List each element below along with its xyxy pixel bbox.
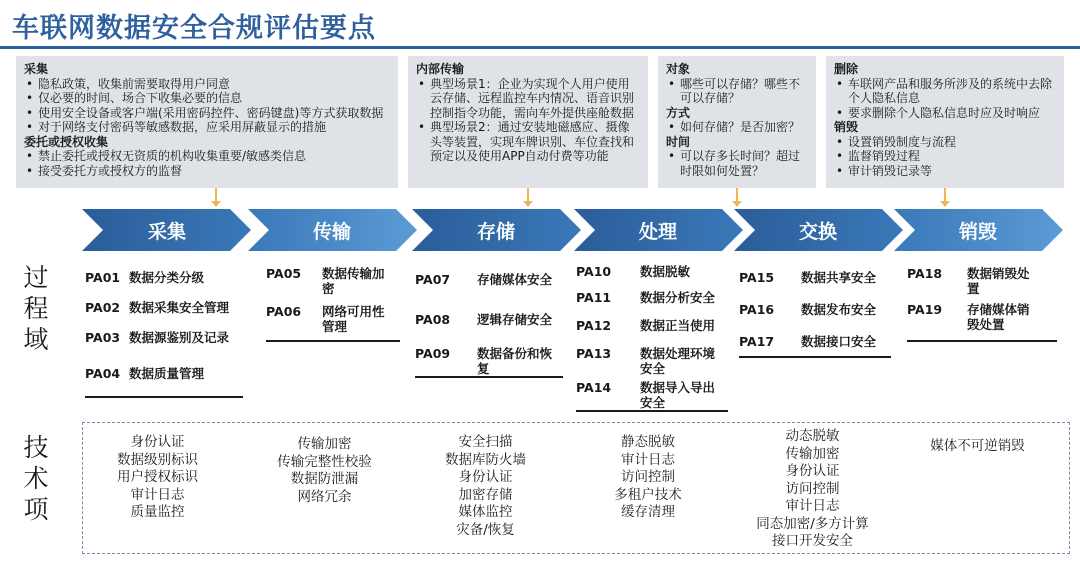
tech-item: 网络冗余 bbox=[297, 488, 352, 505]
tech-column-collection bbox=[100, 434, 215, 522]
stage-label-destruction: 销毁 bbox=[958, 221, 997, 243]
stage-label-processing: 处理 bbox=[638, 221, 677, 243]
stage-label-collection: 采集 bbox=[147, 221, 186, 243]
box-bullet-item: • 禁止委托或授权无资质的机构收集重要/敏感类信息 bbox=[24, 149, 390, 164]
pa-code: PA02 bbox=[85, 300, 121, 315]
pa-name-line: 复 bbox=[477, 361, 490, 376]
pa-name-line: 安全 bbox=[640, 395, 666, 410]
pa-name: 数据共享安全 bbox=[801, 270, 877, 285]
pa-code: PA18 bbox=[907, 266, 943, 281]
tech-item: 灾备/恢复 bbox=[456, 521, 515, 538]
tech-item: 数据库防火墙 bbox=[445, 451, 526, 468]
tech-item: 媒体监控 bbox=[458, 504, 513, 520]
tech-item: 静态脱敏 bbox=[621, 434, 675, 450]
box-bullet-item: • 使用安全设备或客户端(采用密码控件、密码键盘)等方式获取数据 bbox=[24, 106, 390, 121]
pa-code: PA10 bbox=[576, 264, 612, 279]
pa-name: 数据分类分级 bbox=[129, 270, 205, 285]
pa-name bbox=[967, 302, 1030, 332]
box-heading: 方式 bbox=[666, 105, 691, 120]
pa-column-destruction bbox=[907, 258, 1057, 342]
box-bullet-item: • 如何存储？是否加密？ bbox=[666, 120, 808, 135]
tech-item: 多租户技术 bbox=[614, 486, 682, 503]
tech-item: 接口开发安全 bbox=[772, 533, 853, 549]
tech-item: 审计日志 bbox=[785, 498, 840, 514]
pa-name: 数据正当使用 bbox=[640, 318, 716, 333]
pa-code: PA16 bbox=[739, 302, 775, 317]
tech-item: 数据级别标识 bbox=[117, 451, 198, 468]
tech-item: 身份认证 bbox=[130, 434, 185, 450]
tech-item: 身份认证 bbox=[785, 463, 840, 479]
box-heading: 销毁 bbox=[834, 120, 859, 134]
pa-column-exchange bbox=[739, 258, 891, 358]
box-heading: 内部传输 bbox=[416, 62, 465, 76]
tech-item: 访问控制 bbox=[785, 480, 840, 497]
pa-code: PA09 bbox=[415, 346, 451, 361]
pa-name-line: 数据传输加 bbox=[322, 266, 385, 281]
pa-name: 数据发布安全 bbox=[801, 302, 877, 317]
tech-column-processing bbox=[588, 434, 708, 522]
pa-code: PA01 bbox=[85, 270, 121, 285]
pa-name-line: 数据处理环境 bbox=[640, 346, 716, 361]
tech-item: 访问控制 bbox=[621, 469, 675, 485]
pa-name: 数据采集安全管理 bbox=[129, 300, 230, 315]
tech-item: 加密存储 bbox=[458, 486, 513, 503]
box-bullet-item: • 典型场景2：通过安装地磁感应、摄像头等装置，实现车牌识别、车位查找和预定以及使用APP自动付费等功能 bbox=[416, 120, 640, 164]
pa-code: PA03 bbox=[85, 330, 121, 345]
tech-item: 质量监控 bbox=[130, 504, 185, 520]
pa-name-line: 管理 bbox=[322, 319, 348, 334]
pa-name: 数据分析安全 bbox=[640, 290, 716, 305]
pa-column-transmission bbox=[266, 258, 400, 342]
tech-item: 同态加密/多方计算 bbox=[756, 515, 869, 532]
pa-name: 数据质量管理 bbox=[129, 366, 205, 381]
pa-column-storage bbox=[415, 258, 563, 378]
tech-column-destruction bbox=[910, 438, 1045, 456]
pa-code: PA12 bbox=[576, 318, 612, 333]
tech-item: 传输完整性校验 bbox=[277, 453, 372, 470]
pa-name-line: 安全 bbox=[640, 361, 666, 376]
pa-name-line: 存储媒体销 bbox=[967, 302, 1030, 317]
box-bullet-item: • 仅必要的时间、场合下收集必要的信息 bbox=[24, 91, 390, 106]
pa-code: PA07 bbox=[415, 272, 451, 287]
pa-name-line: 置 bbox=[967, 281, 980, 296]
tech-item: 传输加密 bbox=[785, 445, 840, 462]
tech-item: 动态脱敏 bbox=[785, 428, 840, 444]
pa-name bbox=[967, 266, 1030, 296]
pa-name bbox=[322, 304, 385, 334]
stage-label-exchange: 交换 bbox=[798, 221, 837, 243]
pa-code: PA06 bbox=[266, 304, 302, 319]
pa-name bbox=[322, 266, 385, 296]
tech-item: 审计日志 bbox=[130, 486, 185, 503]
pa-name: 数据接口安全 bbox=[801, 334, 877, 349]
tech-item: 缓存清理 bbox=[621, 504, 675, 520]
pa-name-line: 数据导入导出 bbox=[640, 380, 716, 395]
box-bullet-item: • 监督销毁过程 bbox=[834, 149, 1056, 164]
box-heading: 删除 bbox=[834, 62, 859, 76]
box-bullet-item: • 对于网络支付密码等敏感数据，应采用屏蔽显示的措施 bbox=[24, 120, 390, 135]
box-heading: 时间 bbox=[666, 134, 691, 149]
box-bullet-item: • 可以存多长时间？超过时限如何处置？ bbox=[666, 149, 808, 178]
pa-name-line: 数据备份和恢 bbox=[477, 346, 553, 361]
tech-item: 传输加密 bbox=[297, 436, 352, 452]
stage-label-storage: 存储 bbox=[476, 221, 515, 243]
pa-name: 存储媒体安全 bbox=[477, 272, 553, 287]
pa-code: PA14 bbox=[576, 380, 612, 395]
pa-code: PA05 bbox=[266, 266, 302, 281]
box-bullet-item: • 哪些可以存储？哪些不可以存储？ bbox=[666, 77, 808, 106]
tech-column-exchange bbox=[740, 428, 885, 551]
page-title: 车联网数据安全合规评估要点 bbox=[12, 13, 376, 44]
tech-column-transmission bbox=[262, 436, 387, 506]
box-bullet-item: • 车联网产品和服务所涉及的系统中去除个人隐私信息 bbox=[834, 77, 1056, 106]
pa-name bbox=[640, 346, 715, 376]
pa-code: PA04 bbox=[85, 366, 121, 381]
pa-name-line: 毁处置 bbox=[967, 317, 1005, 332]
tech-item: 身份认证 bbox=[458, 469, 513, 485]
pa-name bbox=[640, 380, 715, 410]
stage-label-transmission: 传输 bbox=[312, 221, 351, 243]
box-bullet-item: • 隐私政策，收集前需要取得用户同意 bbox=[24, 77, 390, 92]
tech-column-storage bbox=[423, 434, 548, 539]
box-heading: 采集 bbox=[24, 62, 49, 76]
tech-item: 数据防泄漏 bbox=[290, 471, 359, 487]
tech-item: 安全扫描 bbox=[458, 434, 513, 450]
pa-name-line: 密 bbox=[322, 281, 335, 296]
pa-name: 逻辑存储安全 bbox=[477, 312, 553, 327]
pa-code: PA15 bbox=[739, 270, 775, 285]
tech-items-label: 技 术 项 bbox=[23, 433, 49, 524]
pa-code: PA19 bbox=[907, 302, 943, 317]
pa-code: PA11 bbox=[576, 290, 612, 305]
box-heading: 委托或授权收集 bbox=[24, 134, 109, 149]
pa-name-line: 网络可用性 bbox=[322, 304, 385, 319]
tech-item: 审计日志 bbox=[621, 451, 675, 468]
pa-name: 数据脱敏 bbox=[640, 264, 691, 279]
box-heading: 对象 bbox=[666, 62, 691, 76]
pa-code: PA17 bbox=[739, 334, 775, 349]
pa-column-processing bbox=[576, 258, 728, 412]
box-bullet-item: • 接受委托方或授权方的监督 bbox=[24, 164, 390, 179]
pa-code: PA13 bbox=[576, 346, 612, 361]
tech-item: 用户授权标识 bbox=[117, 469, 198, 485]
process-domain-label: 过 程 域 bbox=[23, 263, 49, 354]
box-bullet-item: • 审计销毁记录等 bbox=[834, 164, 1056, 179]
pa-code: PA08 bbox=[415, 312, 451, 327]
pa-name bbox=[477, 346, 552, 376]
box-bullet-item: • 要求删除个人隐私信息时应及时响应 bbox=[834, 106, 1056, 121]
tech-item: 媒体不可逆销毁 bbox=[930, 438, 1025, 454]
box-bullet-item: • 典型场景1：企业为实现个人用户使用云存储、远程监控车内情况、语音识别控制指令功能，需向车外提供座舱数据 bbox=[416, 77, 640, 121]
pa-name: 数据源鉴别及记录 bbox=[129, 330, 230, 345]
pa-column-collection bbox=[85, 258, 243, 398]
pa-name-line: 数据销毁处 bbox=[967, 266, 1030, 281]
box-bullet-item: • 设置销毁制度与流程 bbox=[834, 135, 1056, 150]
